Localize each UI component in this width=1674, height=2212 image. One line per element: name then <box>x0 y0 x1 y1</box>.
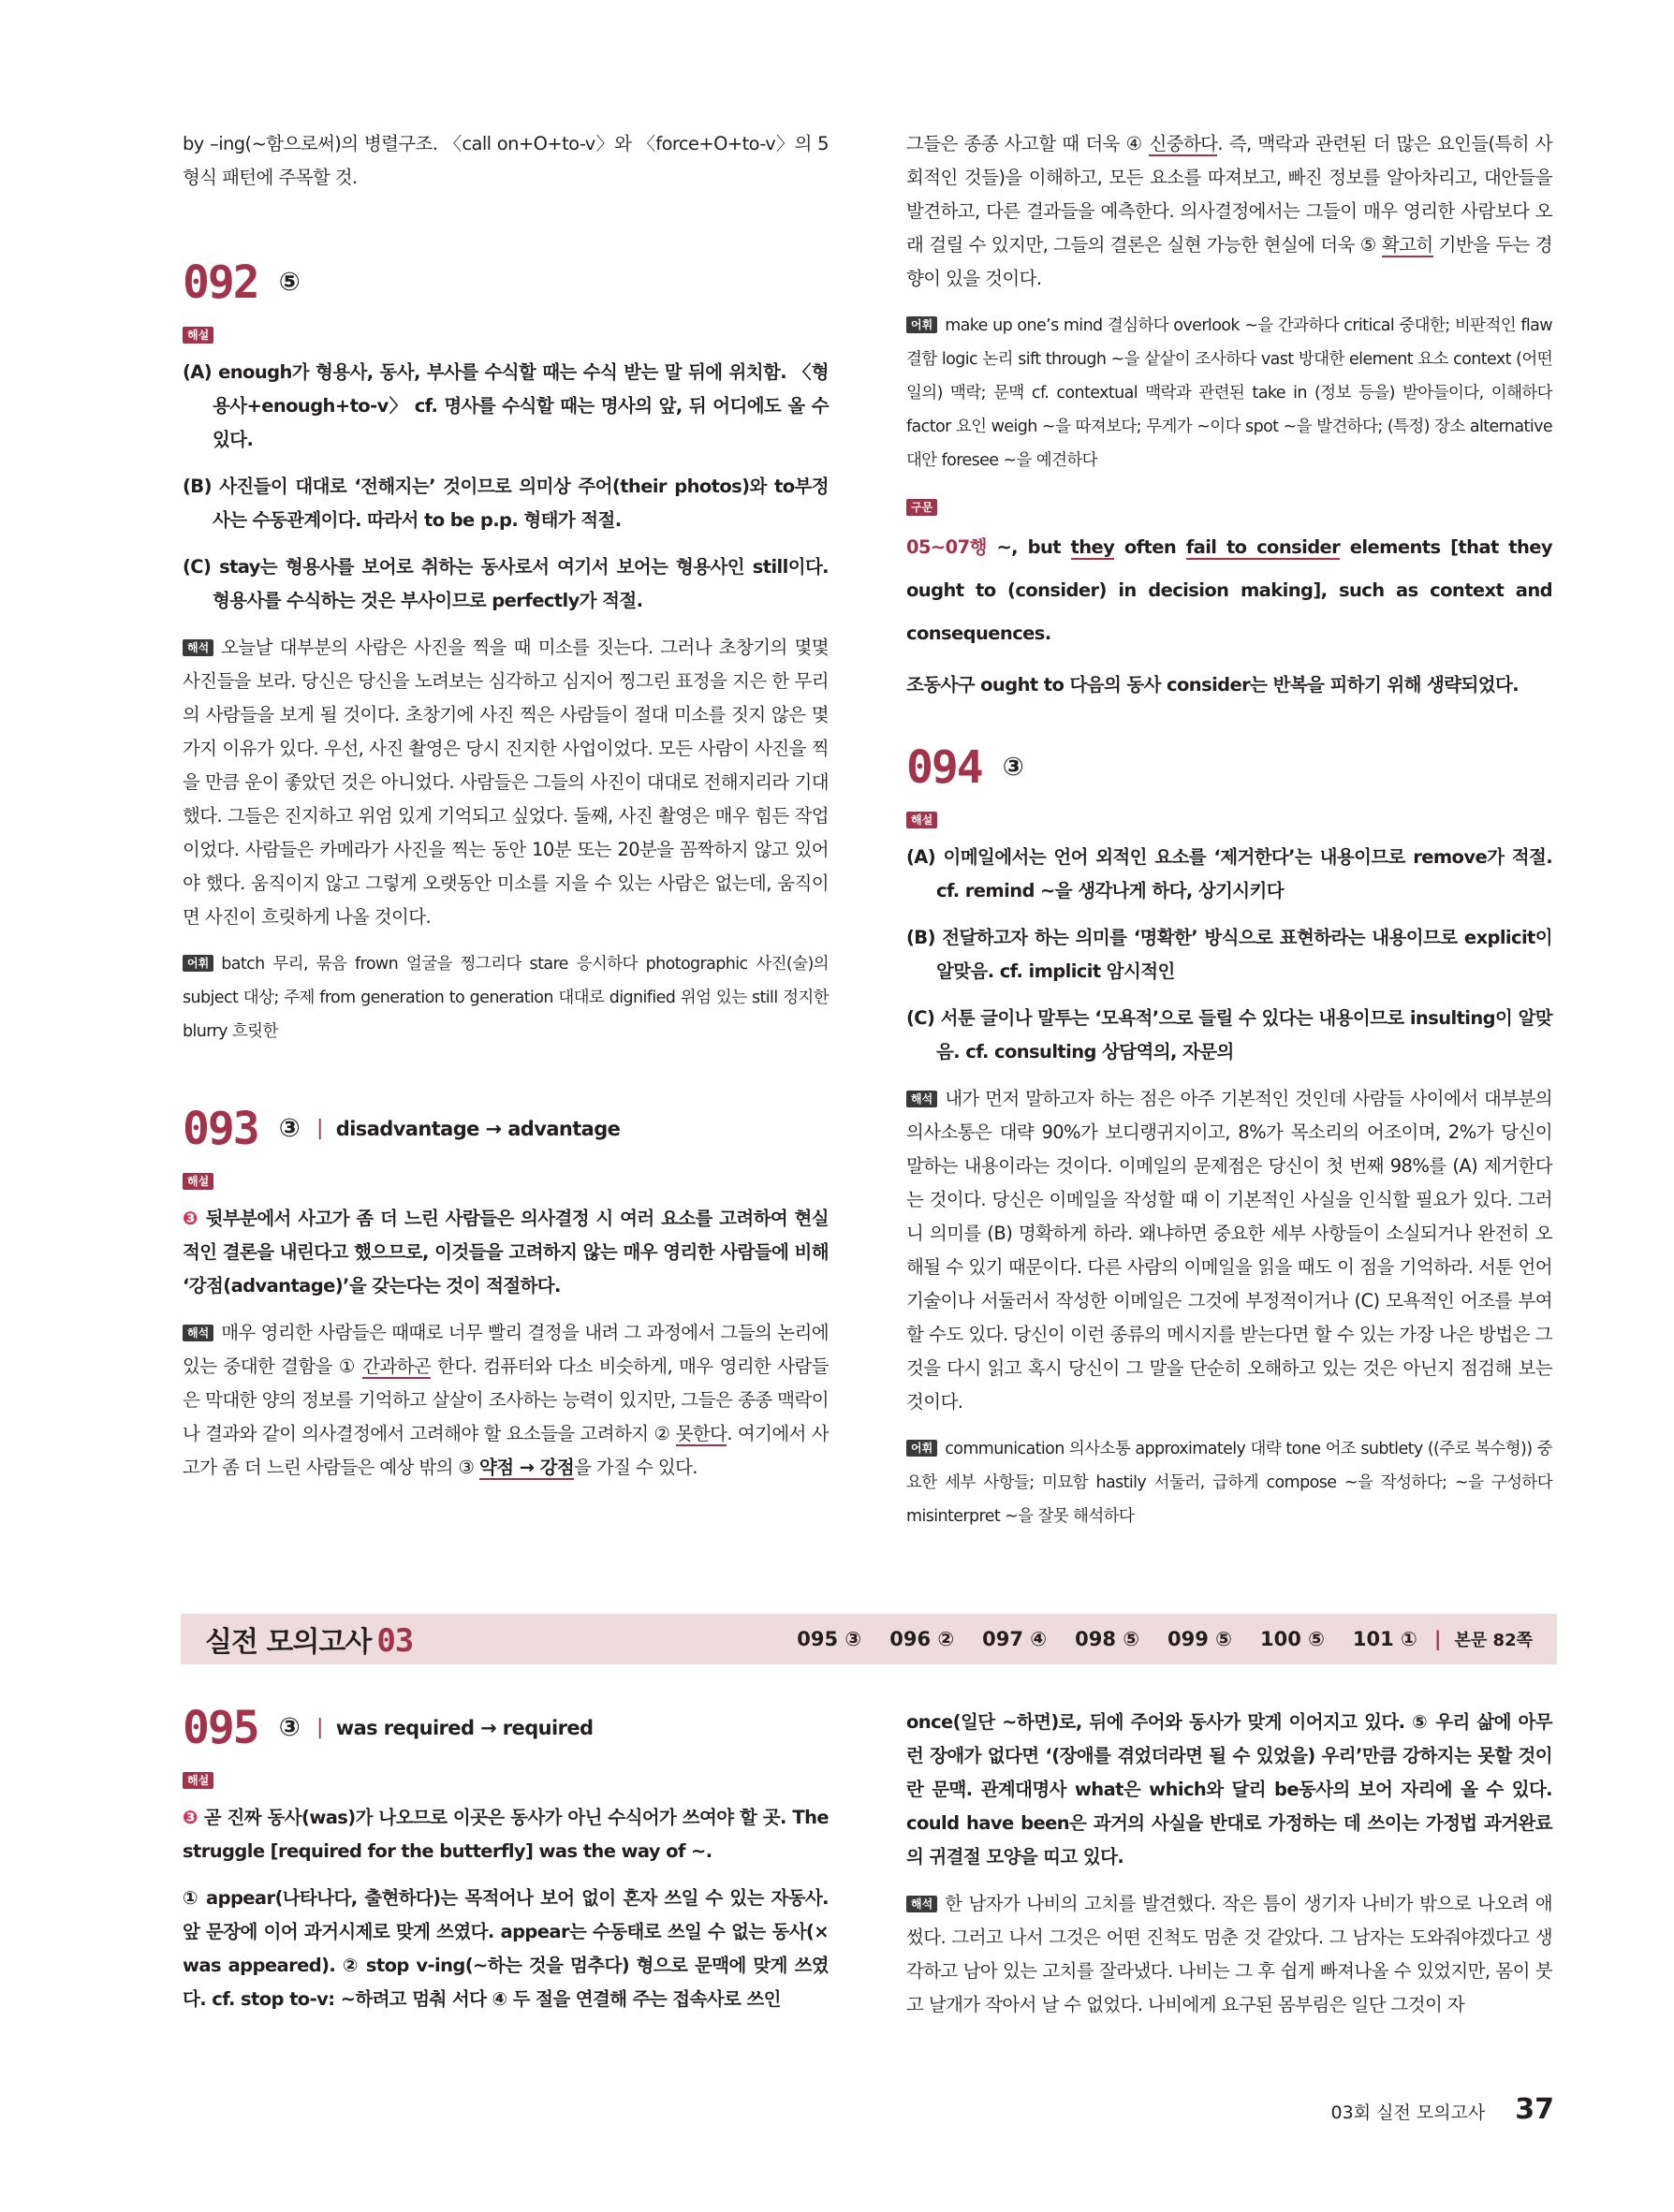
explanation-tag: 해설 <box>183 327 213 344</box>
translation-tag: 해석 <box>906 1896 937 1912</box>
explanation-tag: 해설 <box>906 812 937 828</box>
q094-header <box>906 740 1552 796</box>
q092-vocab <box>183 947 829 1048</box>
q092-vocab-text: batch 무리, 묶음 frown 얼굴을 찡그리다 stare 응시하다 photographic 사진(술)의 subject 대상; 주제 from generation to generation 대대로 dignified 위엄 있는 still 정지한 blurry 흐릿한 <box>183 955 829 1041</box>
q093-translation-cont: 그들은 종종 사고할 때 더욱 ④ 신중하다. 즉, 맥락과 관련된 더 많은 요인들(특히 사회적인 것들)을 이해하고, 모든 요소를 따져보고, 빠진 정보를 알아차리고, 대안들을 발견하고, 다른 결과들을 예측한다. 의사결정에서는 그들이 매우 영리한 사람보다 오래 걸릴 수 있지만, 그들의 결론은 실현 가능한 현실에 더욱 ⑤ 확고히 기반을 두는 경향이 있을 것이다. <box>906 133 1552 289</box>
answer-key-bar <box>181 1614 1557 1664</box>
answer-key-item: 101 ① <box>1352 1628 1417 1650</box>
q093-translation: 해석 매우 영리한 사람들은 때때로 너무 빨리 결정을 내려 그 과정에서 그들의 논리에 있는 중대한 결함을 ① 간과하곤 한다. 컴퓨터와 다소 비슷하게, 매우 영리한 사람들은 막대한 양의 정보를 기억하고 살살이 조사하는 능력이 있지만, 그들은 종종 맥락이나 결과와 같이 의사결정에서 고려해야 할 요소들을 고려하지 ② 못한다. 여기에서 사고가 좀 더 느린 사람들은 예상 밖의 ③ 약점 → 강점을 가질 수 있다. <box>183 1322 829 1478</box>
q095-separator: | <box>316 1716 323 1739</box>
underlined-4: 신중하다 <box>1149 133 1218 154</box>
structure-verb: fail to consider <box>1185 536 1341 558</box>
q095-translation: 해석 한 남자가 나비의 고치를 발견했다. 작은 틈이 생기자 나비가 밖으로 나오려 애썼다. 그러고 나서 그것은 어떤 진척도 멈춘 것 같았다. 그 남자는 도와줘야겠다고 생각하고 남아 있는 고치를 잘라냈다. 나비는 그 후 쉽게 빠져나올 수 있었지만, 몸이 붓고 날개가 작아서 날 수 없었다. 나비에게 요구된 몸부림은 일단 그것이 자 <box>906 1893 1552 2015</box>
right-column-bottom <box>906 1706 1552 2035</box>
q093-separator: | <box>316 1117 323 1140</box>
explanation-tag: 해설 <box>183 1772 213 1789</box>
q094-number: 094 <box>906 741 982 794</box>
underlined-3: 약점 → 강점 <box>479 1457 575 1478</box>
q092-answer: ⑤ <box>278 268 300 297</box>
q095-explanation-2: ① appear(나타나다, 출현하다)는 목적어나 보어 없이 혼자 쓰일 수 있는 자동사. 앞 문장에 이어 과거시제로 맞게 쓰였다. appear는 수동태로 쓰일 수 없는 동사(× was appeared). ② stop v-ing(~하는 것을 멈추다) 형으로 문맥에 맞게 쓰였다. cf. stop to-v: ~하려고 멈춰 서다 ④ 두 절을 연결해 주는 접속사로 쓰인 <box>183 1887 829 2010</box>
q093-vocab: 어휘 make up one’s mind 결심하다 overlook ~을 간과하다 critical 중대한; 비판적인 flaw 결함 logic 논리 sift through ~을 샅샅이 조사하다 vast 방대한 element 요소 context (어떤 일의) 맥락; 문맥 cf. contextual 맥락과 관련된 take in (정보 등을) 받아들이다, 이해하다 factor 요인 weigh ~을 따져보다; 무게가 ~이다 spot ~을 발견하다; (특정) 장소 alternative 대안 foresee ~을 예견하다 <box>906 316 1552 470</box>
q095-explanation-cont: once(일단 ~하면)로, 뒤에 주어와 동사가 맞게 이어지고 있다. ⑤ 우리 삶에 아무런 장애가 없다면 ‘(장애를 겪었더라면 될 수 있었을) 우리’만큼 강하지는 못할 것이란 문맥. 관계대명사 what은 which와 달리 be동사의 보어 자리에 올 수 있다. could have been은 과거의 사실을 반대로 가정하는 데 쓰이는 가정법 과거완료의 귀결절 모양을 띠고 있다. <box>906 1711 1552 1868</box>
q095-correction: was required → required <box>335 1717 594 1739</box>
section-title: 실전 모의고사 03 <box>205 1622 414 1660</box>
q092-expl-c: (C) stay는 형용사를 보어로 취하는 동사로서 여기서 보어는 형용사인 still이다. 형용사를 수식하는 것은 부사이므로 perfectly가 적절. <box>183 556 829 611</box>
q093-answer: ③ <box>278 1114 300 1143</box>
vocab-tag: 어휘 <box>906 1440 937 1457</box>
left-column-bottom <box>183 1700 829 2029</box>
answer-key-item: 098 ⑤ <box>1075 1628 1140 1650</box>
q092-expl-a: (A) enough가 형용사, 동사, 부사를 수식할 때는 수식 받는 말 뒤에 위치함. 〈형용사+enough+to-v〉 cf. 명사를 수식할 때는 명사의 앞, 뒤 어디에도 올 수 있다. <box>183 361 829 450</box>
q093-header <box>183 1101 829 1157</box>
answer-key-item: 095 ③ <box>797 1628 862 1650</box>
q094-expl-c: (C) 서툰 글이나 말투는 ‘모욕적’으로 들릴 수 있다는 내용이므로 insulting이 알맞음. cf. consulting 상담역의, 자문의 <box>906 1007 1552 1062</box>
translation-tag: 해석 <box>183 1325 213 1341</box>
q093-number: 093 <box>183 1103 258 1155</box>
page-number: 37 <box>1515 2093 1554 2126</box>
q095-answer: ③ <box>278 1713 300 1742</box>
structure-subject: they <box>1070 536 1115 558</box>
q095-expl-marker: ❸ <box>183 1807 198 1828</box>
underlined-5: 확고히 <box>1381 234 1433 256</box>
underlined-1: 간과하곤 <box>362 1355 432 1377</box>
q094-expl-a: (A) 이메일에서는 언어 외적인 요소를 ‘제거한다’는 내용이므로 remove가 적절. cf. remind ~을 생각나게 하다, 상기시키다 <box>906 846 1552 901</box>
answer-key-item: 096 ② <box>889 1628 955 1650</box>
q093-structure: 05~07행 ~, but they often fail to consider elements [that they ought to (consider) in decision making], such as context and consequences. <box>906 536 1552 644</box>
page-reference: 본문 82쪽 <box>1454 1631 1533 1650</box>
right-column-top <box>906 127 1552 1546</box>
q092-expl-b: (B) 사진들이 대대로 ‘전해지는’ 것이므로 의미상 주어(their photos)와 to부정사는 수동관계이다. 따라서 to be p.p. 형태가 적절. <box>183 476 829 531</box>
translation-tag: 해석 <box>183 639 213 656</box>
answer-key-item: 099 ⑤ <box>1167 1628 1232 1650</box>
left-column-top <box>183 127 829 1498</box>
answer-key-item: 100 ⑤ <box>1259 1628 1325 1650</box>
q093-explanation: ❸ 뒷부분에서 사고가 좀 더 느린 사람들은 의사결정 시 여러 요소를 고려하여 현실적인 결론을 내린다고 했으므로, 이것들을 고려하지 않는 매우 영리한 사람들에 비해 ‘강점(advantage)’을 갖는다는 것이 적절하다. <box>183 1208 829 1296</box>
vocab-tag: 어휘 <box>906 316 937 333</box>
q093-expl-marker: ❸ <box>183 1208 199 1229</box>
q094-expl-b: (B) 전달하고자 하는 의미를 ‘명확한’ 방식으로 표현하라는 내용이므로 explicit이 알맞음. cf. implicit 암시적인 <box>906 927 1552 982</box>
answer-key-list <box>769 1627 1557 1651</box>
translation-tag: 해석 <box>906 1091 937 1107</box>
section-number: 03 <box>376 1622 414 1660</box>
q094-translation: 해석 내가 먼저 말하고자 하는 점은 아주 기본적인 것인데 사람들 사이에서 대부분의 의사소통은 대략 90%가 보디랭귀지이고, 8%가 목소리의 어조이며, 2%가 당신이 말하는 내용이라는 것이다. 이메일의 문제점은 당신이 첫 번째 98%를 (A) 제거한다는 것이다. 당신은 이메일을 작성할 때 이 기본적인 사실을 인식할 필요가 있다. 그러니 의미를 (B) 명확하게 하라. 왜냐하면 중요한 세부 사항들이 소실되거나 완전히 오해될 수 있기 때문이다. 다른 사람의 이메일을 읽을 때도 이 점을 기억하라. 서툰 언어 기술이나 서둘러서 작성한 이메일은 그것에 부정적이거나 (C) 모욕적인 어조를 부여할 수도 있다. 당신이 이런 종류의 메시지를 받는다면 할 수 있는 가장 나은 방법은 그것을 다시 읽고 혹시 당신이 그 말을 단순히 오해하고 있는 것은 아닌지 점검해 보는 것이다. <box>906 1088 1552 1413</box>
structure-tag: 구문 <box>906 499 937 516</box>
q092-header <box>183 255 829 311</box>
explanation-tag: 해설 <box>183 1173 213 1190</box>
q092-translation <box>183 631 829 934</box>
q092-number: 092 <box>183 256 258 309</box>
footer-label: 03회 실전 모의고사 <box>1330 2102 1486 2123</box>
structure-lines: 05~07행 <box>906 536 987 558</box>
q093-correction: disadvantage → advantage <box>335 1118 621 1140</box>
q095-explanation: ❸ 곧 진짜 동사(was)가 나오므로 이곳은 동사가 아닌 수식어가 쓰여야 할 곳. The struggle [required for the butterfly] was the way of ~. <box>183 1807 829 1862</box>
q095-header <box>183 1700 829 1756</box>
q094-answer: ③ <box>1002 753 1023 782</box>
page-footer <box>1331 2093 1554 2126</box>
q095-number: 095 <box>183 1702 258 1754</box>
answer-key-item: 097 ④ <box>982 1628 1048 1650</box>
answer-key-separator: | <box>1433 1628 1442 1650</box>
continued-text: by –ing(~함으로써)의 병렬구조. 〈call on+O+to-v〉와 〈force+O+to-v〉의 5형식 패턴에 주목할 것. <box>183 133 829 188</box>
q094-vocab: 어휘 communication 의사소통 approximately 대략 tone 어조 subtlety ((주로 복수형)) 중요한 세부 사항들; 미묘함 hastily 서둘러, 급하게 compose ~을 작성하다; ~을 구성하다 misinterpret ~을 잘못 해석하다 <box>906 1440 1552 1526</box>
q092-translation-text: 오늘날 대부분의 사람은 사진을 찍을 때 미소를 짓는다. 그러나 초창기의 몇몇 사진들을 보라. 당신은 당신을 노려보는 심각하고 심지어 찡그린 표정을 지은 한 무리의 사람들을 보게 될 것이다. 초창기에 사진 찍은 사람들이 절대 미소를 짓지 않은 몇 가지 이유가 있다. 우선, 사진 촬영은 당시 진지한 사업이었다. 모든 사람이 사진을 찍을 만큼 운이 좋았던 것은 아니었다. 사람들은 그들의 사진이 대대로 전해지리라 기대했다. 그들은 진지하고 위엄 있게 기억되고 싶었다. 둘째, 사진 촬영은 매우 힘든 작업이었다. 사람들은 카메라가 사진을 찍는 동안 10분 또는 20분을 꼼짝하지 않고 있어야 했다. 움직이지 않고 그렇게 오랫동안 미소를 지을 수 있는 사람은 없는데, 움직이면 사진이 흐릿하게 나올 것이다. <box>183 637 829 928</box>
vocab-tag: 어휘 <box>183 955 213 972</box>
structure-note: 조동사구 ought to 다음의 동사 consider는 반복을 피하기 위해 생략되었다. <box>906 674 1520 696</box>
underlined-2: 못한다 <box>675 1423 727 1444</box>
